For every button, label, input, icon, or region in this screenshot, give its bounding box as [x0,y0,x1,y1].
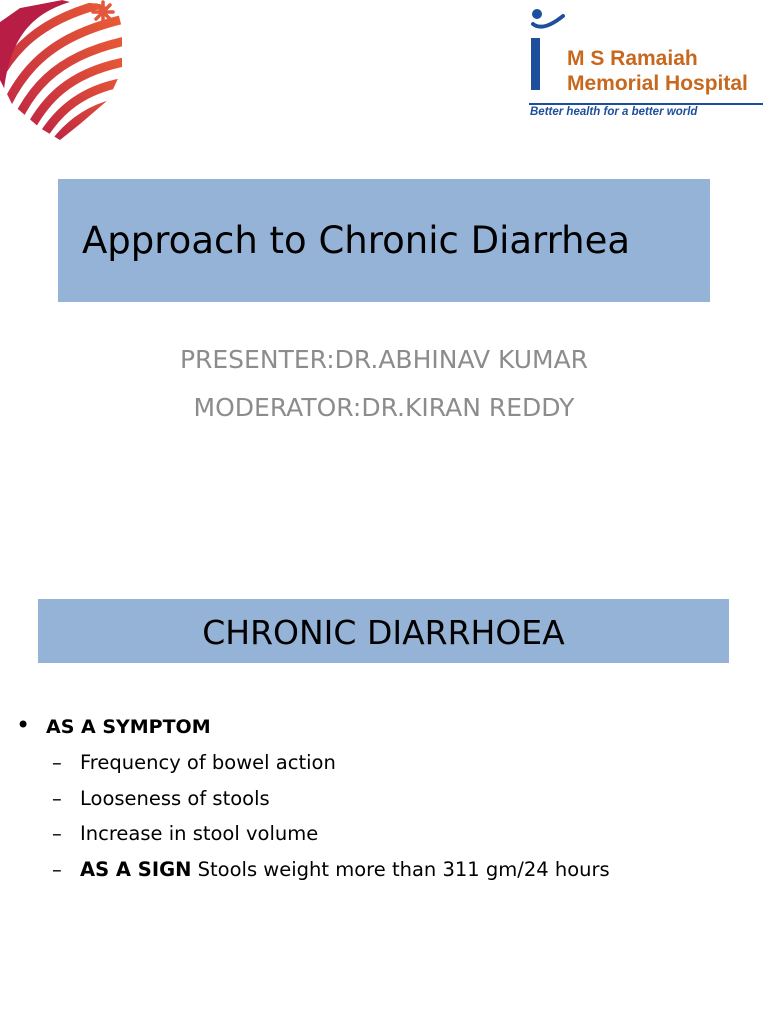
presenter-line: PRESENTER:DR.ABHINAV KUMAR [179,345,589,374]
sub-item-text: Frequency of bowel action [80,751,336,774]
presenter-block [0,336,768,432]
hospital-name-line2: Memorial Hospital [567,72,748,95]
hospital-tagline: Better health for a better world [530,106,698,118]
sub-item-text: Increase in stool volume [80,822,319,845]
striped-shield-logo-icon [0,0,125,142]
sign-item-text [80,858,610,881]
sign-text: Stools weight more than 311 gm/24 hours [191,858,610,881]
title-banner [58,179,710,302]
dash-icon: – [52,787,62,810]
dash-icon: – [52,858,62,881]
dash-icon: – [52,751,62,774]
sign-label: AS A SIGN [80,858,192,881]
dash-icon: – [52,822,62,845]
sub-item-text: Looseness of stools [80,787,270,810]
hospital-name [567,46,748,96]
slide-title: Approach to Chronic Diarrhea [82,219,631,262]
logo-divider [529,103,763,105]
heading-banner [38,599,729,663]
moderator-line: MODERATOR:DR.KIRAN REDDY [193,393,575,422]
hospital-logo [527,0,768,125]
bullet-text: AS A SYMPTOM [46,716,211,738]
hospital-name-line1: M S Ramaiah [567,47,698,70]
slide-heading: CHRONIC DIARRHOEA [202,613,565,652]
bullet-dot-icon: • [16,711,31,739]
content-slide [0,520,768,1024]
person-figure-icon [527,2,567,92]
